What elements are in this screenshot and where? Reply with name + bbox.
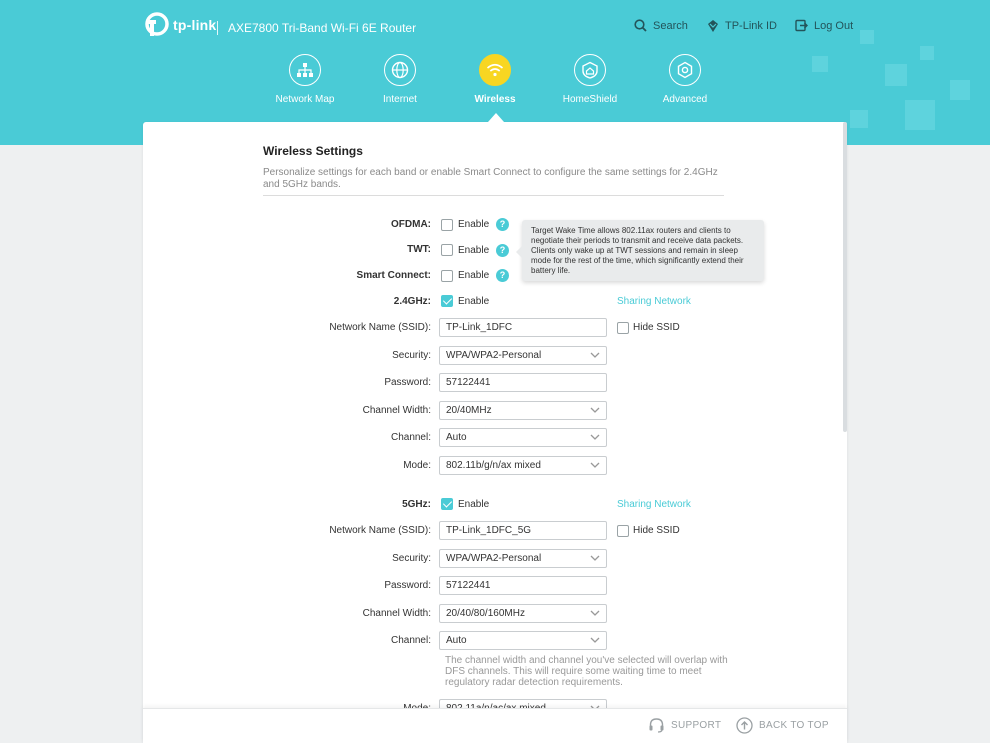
chevron-down-icon — [590, 610, 600, 616]
nav-label: HomeShield — [562, 94, 618, 105]
smart-connect-label: Smart Connect: — [356, 270, 431, 281]
field-value: 802.11b/g/n/ax mixed — [446, 460, 541, 471]
field-value: WPA/WPA2-Personal — [446, 350, 542, 361]
chevron-down-icon — [590, 462, 600, 468]
tplink-id-label: TP-Link ID — [725, 20, 777, 32]
field-value: Auto — [446, 432, 467, 443]
twt-label: TWT: — [407, 244, 431, 255]
band24-mode-select[interactable] — [439, 456, 607, 475]
tplink-logo[interactable] — [143, 12, 216, 38]
band5-width-select[interactable] — [439, 604, 607, 623]
support-label: SUPPORT — [671, 719, 722, 731]
twt-help-icon[interactable]: ? — [496, 244, 509, 257]
band24-label: 2.4GHz: — [393, 296, 431, 307]
decor-pixel — [860, 30, 874, 44]
nav-network-map[interactable] — [260, 54, 350, 105]
nav-label: Wireless — [474, 94, 516, 105]
page-title: Wireless Settings — [263, 144, 363, 158]
band24-hide-ssid-checkbox[interactable] — [617, 322, 629, 334]
band5-channel-label: Channel: — [390, 635, 431, 646]
nav-label: Network Map — [275, 94, 335, 105]
chevron-down-icon — [590, 555, 600, 561]
field-value: Auto — [446, 635, 467, 646]
wifi-icon — [479, 54, 511, 86]
nav-internet[interactable] — [355, 54, 445, 105]
band5-hide-ssid-label[interactable]: Hide SSID — [633, 525, 680, 536]
band24-enable-checkbox[interactable] — [441, 295, 453, 307]
ofdma-enable-label[interactable]: Enable — [458, 219, 490, 230]
support-link[interactable] — [648, 717, 721, 733]
dfs-warning-note: The channel width and channel you've selected will overlap with DFS channels. This will require some waiting time to meet regulatory radar detection requirements. — [445, 655, 728, 688]
band24-security-label: Security: — [392, 350, 431, 361]
decor-pixel — [905, 100, 935, 130]
arrow-up-icon — [736, 717, 753, 734]
brand-name: tp-link — [173, 17, 217, 33]
router-model: AXE7800 Tri-Band Wi-Fi 6E Router — [228, 21, 417, 35]
ofdma-help-icon[interactable]: ? — [496, 218, 509, 231]
nav-label: Internet — [383, 94, 417, 105]
chevron-down-icon — [590, 407, 600, 413]
band5-label: 5GHz: — [402, 499, 431, 510]
search-label: Search — [653, 19, 688, 32]
band5-enable-label[interactable]: Enable — [458, 499, 490, 510]
twt-tooltip: Target Wake Time allows 802.11ax routers and clients to negotiate their periods to transmit and receive data packets. Clients only wake up at TWT sessions and remain in sleep mode for the rest of the time, which significantly extend their battery life. — [522, 220, 764, 281]
band5-channel-select[interactable] — [439, 631, 607, 650]
band24-sharing-network-link[interactable]: Sharing Network — [617, 296, 691, 307]
section-description: Personalize settings for each band or enable Smart Connect to configure the same settings for 2.4GHz and 5GHz bands. — [263, 167, 718, 190]
logout-label: Log Out — [814, 19, 854, 32]
chevron-down-icon — [590, 352, 600, 358]
chevron-down-icon — [590, 637, 600, 643]
band5-enable-checkbox[interactable] — [441, 498, 453, 510]
divider — [263, 195, 724, 196]
field-value: 20/40/80/160MHz — [446, 608, 525, 619]
decor-pixel — [920, 46, 934, 60]
band24-channel-label: Channel: — [390, 432, 431, 443]
chevron-down-icon — [590, 434, 600, 440]
header-divider — [217, 21, 218, 35]
field-value: 57122441 — [446, 377, 491, 388]
ofdma-label: OFDMA: — [391, 219, 431, 230]
band5-sharing-network-link[interactable]: Sharing Network — [617, 499, 691, 510]
logout-link[interactable] — [795, 19, 853, 32]
decor-pixel — [850, 110, 868, 128]
band24-security-select[interactable] — [439, 346, 607, 365]
smart-connect-enable-label[interactable]: Enable — [458, 270, 490, 281]
nav-homeshield[interactable] — [545, 54, 635, 105]
band5-hide-ssid-checkbox[interactable] — [617, 525, 629, 537]
band24-password-input[interactable] — [439, 373, 607, 392]
headset-icon — [648, 717, 665, 733]
band24-password-label: Password: — [384, 377, 431, 388]
band24-enable-label[interactable]: Enable — [458, 296, 490, 307]
ofdma-checkbox[interactable] — [441, 219, 453, 231]
homeshield-icon — [574, 54, 606, 86]
band24-width-label: Channel Width: — [362, 405, 431, 416]
network-map-icon — [289, 54, 321, 86]
globe-icon — [384, 54, 416, 86]
decor-pixel — [885, 64, 907, 86]
nav-label: Advanced — [662, 94, 708, 105]
scrollbar[interactable] — [843, 122, 847, 432]
band24-ssid-label: Network Name (SSID): — [329, 322, 431, 333]
search-link[interactable] — [634, 19, 688, 32]
tplink-id-icon — [707, 19, 719, 33]
field-value: 57122441 — [446, 580, 491, 591]
field-value: TP-Link_1DFC — [446, 322, 513, 333]
band5-ssid-input[interactable] — [439, 521, 607, 540]
tplink-id-link[interactable] — [707, 19, 777, 33]
field-value: TP-Link_1DFC_5G — [446, 525, 532, 536]
back-to-top-label: BACK TO TOP — [759, 720, 829, 731]
smart-connect-help-icon[interactable]: ? — [496, 269, 509, 282]
gear-icon — [669, 54, 701, 86]
band24-hide-ssid-label[interactable]: Hide SSID — [633, 322, 680, 333]
smart-connect-checkbox[interactable] — [441, 270, 453, 282]
band5-security-label: Security: — [392, 553, 431, 564]
field-value: 20/40MHz — [446, 405, 492, 416]
band5-ssid-label: Network Name (SSID): — [329, 525, 431, 536]
back-to-top-link[interactable] — [736, 717, 829, 734]
nav-wireless[interactable] — [450, 54, 540, 105]
band5-width-label: Channel Width: — [362, 608, 431, 619]
decor-pixel — [950, 80, 970, 100]
band5-password-label: Password: — [384, 580, 431, 591]
nav-advanced[interactable] — [640, 54, 730, 105]
logout-icon — [795, 19, 808, 32]
tplink-logo-icon — [143, 12, 169, 38]
band24-ssid-input[interactable] — [439, 318, 607, 337]
active-tab-pointer — [488, 113, 504, 122]
decor-pixel — [812, 56, 828, 72]
band5-password-input[interactable] — [439, 576, 607, 595]
twt-checkbox[interactable] — [441, 244, 453, 256]
search-icon — [634, 19, 647, 32]
band24-mode-label: Mode: — [403, 460, 431, 471]
field-value: WPA/WPA2-Personal — [446, 553, 542, 564]
band24-channel-select[interactable] — [439, 428, 607, 447]
band5-security-select[interactable] — [439, 549, 607, 568]
band24-width-select[interactable] — [439, 401, 607, 420]
twt-enable-label[interactable]: Enable — [458, 245, 490, 256]
